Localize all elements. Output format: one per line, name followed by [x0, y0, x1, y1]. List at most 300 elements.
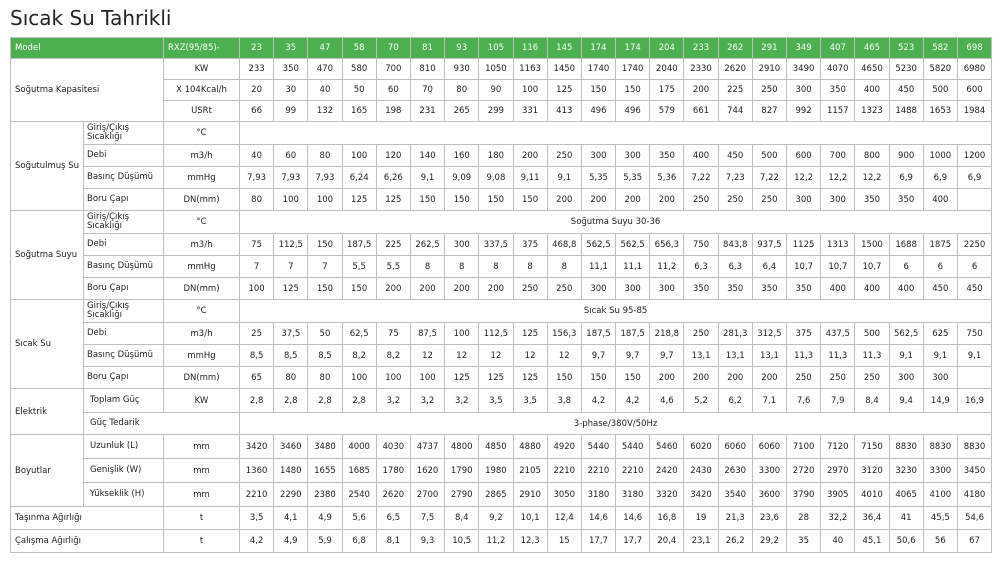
value-cell [957, 189, 991, 211]
hot-water-row [11, 323, 992, 345]
value-cell: 9,11 [513, 167, 547, 189]
value-cell: 100 [342, 145, 376, 167]
value-cell: 580 [342, 59, 376, 80]
value-cell: 12 [513, 345, 547, 367]
value-cell: 2970 [821, 459, 855, 483]
value-cell: 8,5 [240, 345, 274, 367]
value-cell: 800 [855, 145, 889, 167]
value-cell: 4070 [821, 59, 855, 80]
value-cell: 8,4 [445, 507, 479, 530]
value-cell: 2,8 [342, 389, 376, 413]
value-cell: 12 [445, 345, 479, 367]
value-cell: 930 [445, 59, 479, 80]
value-cell: 5230 [889, 59, 923, 80]
sub-label: Giriş/Çıkış Sıcaklığı [84, 122, 164, 145]
value-cell: 4,2 [616, 389, 650, 413]
value-cell: 562,5 [581, 234, 615, 256]
value-cell: 7120 [821, 435, 855, 459]
value-cell: 281,3 [718, 323, 752, 345]
model-number: 262 [718, 38, 752, 59]
value-cell: 150 [581, 367, 615, 389]
group-label-transport-weight: Taşınma Ağırlığı [11, 507, 164, 530]
value-cell: 100 [274, 189, 308, 211]
value-cell: 187,5 [342, 234, 376, 256]
sub-label: Uzunluk (L) [84, 435, 164, 459]
sub-label: Debi [84, 234, 164, 256]
value-cell: 100 [376, 367, 410, 389]
model-number: 70 [376, 38, 410, 59]
value-cell: 9,08 [479, 167, 513, 189]
value-cell: 350 [650, 145, 684, 167]
value-cell: 250 [855, 367, 889, 389]
value-cell: 5,9 [308, 530, 342, 553]
unit-cell: KW [164, 389, 240, 413]
value-cell: 2700 [410, 483, 444, 507]
value-cell: 6,26 [376, 167, 410, 189]
value-cell: 3300 [752, 459, 786, 483]
unit-cell: t [164, 530, 240, 553]
model-number: 204 [650, 38, 684, 59]
value-cell: 1980 [479, 459, 513, 483]
value-cell: 112,5 [479, 323, 513, 345]
value-cell: 350 [889, 189, 923, 211]
value-cell: 56 [923, 530, 957, 553]
value-cell: 300 [445, 234, 479, 256]
cooling-capacity-row [11, 59, 992, 80]
value-cell: 744 [718, 101, 752, 122]
unit-cell: m3/h [164, 323, 240, 345]
value-cell: 187,5 [581, 323, 615, 345]
value-cell: 1655 [308, 459, 342, 483]
dimensions-row [11, 483, 992, 507]
value-cell: 9,3 [410, 530, 444, 553]
value-cell: 100 [240, 278, 274, 300]
value-cell: 3,5 [513, 389, 547, 413]
value-cell: 1740 [616, 59, 650, 80]
value-cell: 11,1 [616, 256, 650, 278]
value-cell: 2910 [513, 483, 547, 507]
value-cell: 400 [855, 80, 889, 101]
value-cell: 9,1 [410, 167, 444, 189]
value-cell: 700 [376, 59, 410, 80]
sub-label: Giriş/Çıkış Sıcaklığı [84, 211, 164, 234]
sub-label: Toplam Güç [84, 389, 164, 413]
value-cell: 500 [923, 80, 957, 101]
rxz-label: RXZ(95/85)- [164, 38, 240, 59]
value-cell: 375 [787, 323, 821, 345]
unit-cell: m3/h [164, 234, 240, 256]
value-cell: 1488 [889, 101, 923, 122]
value-cell: 7,93 [240, 167, 274, 189]
value-cell: 400 [684, 145, 718, 167]
value-cell: 350 [752, 278, 786, 300]
value-cell: 300 [616, 145, 650, 167]
value-cell: 250 [547, 278, 581, 300]
value-cell: 337,5 [479, 234, 513, 256]
value-cell: 3540 [718, 483, 752, 507]
value-cell: 2865 [479, 483, 513, 507]
value-cell: 700 [821, 145, 855, 167]
value-cell: 120 [376, 145, 410, 167]
value-cell: 2,8 [274, 389, 308, 413]
transport-weight-row [11, 507, 992, 530]
value-cell: 231 [410, 101, 444, 122]
value-cell: 3600 [752, 483, 786, 507]
value-cell: 562,5 [616, 234, 650, 256]
value-cell: 1688 [889, 234, 923, 256]
model-number: 93 [445, 38, 479, 59]
value-cell: 250 [752, 80, 786, 101]
sub-label: Boru Çapı [84, 278, 164, 300]
value-cell: 1620 [410, 459, 444, 483]
value-cell: 5440 [581, 435, 615, 459]
unit-cell: KW [164, 59, 240, 80]
value-cell: 400 [889, 278, 923, 300]
value-cell: 9,4 [889, 389, 923, 413]
value-cell: 7,6 [787, 389, 821, 413]
value-cell: 10,7 [821, 256, 855, 278]
value-cell: 4,1 [274, 507, 308, 530]
dimensions-row [11, 435, 992, 459]
value-cell: 4,2 [581, 389, 615, 413]
value-cell: 8830 [957, 435, 991, 459]
value-cell: 200 [479, 278, 513, 300]
value-cell: 3180 [616, 483, 650, 507]
value-cell: 80 [308, 145, 342, 167]
value-cell: 16,9 [957, 389, 991, 413]
value-cell: 5,35 [616, 167, 650, 189]
sub-label: Yükseklik (H) [84, 483, 164, 507]
value-cell: 2540 [342, 483, 376, 507]
value-cell: 6,8 [342, 530, 376, 553]
group-label-cooling-water: Soğutma Suyu [11, 211, 84, 300]
value-cell: 3,5 [479, 389, 513, 413]
value-cell: 45,5 [923, 507, 957, 530]
value-cell: 132 [308, 101, 342, 122]
value-cell: 125 [376, 189, 410, 211]
value-cell: 400 [923, 189, 957, 211]
value-cell: 87,5 [410, 323, 444, 345]
electric-row [11, 389, 992, 413]
value-cell: 3,5 [240, 507, 274, 530]
page-title: Sıcak Su Tahrikli [10, 6, 172, 30]
value-cell: 937,5 [752, 234, 786, 256]
value-cell: 3120 [855, 459, 889, 483]
value-cell: 1653 [923, 101, 957, 122]
value-cell: 4737 [410, 435, 444, 459]
value-cell: 36,4 [855, 507, 889, 530]
value-cell: 25 [240, 323, 274, 345]
value-cell: 40 [308, 80, 342, 101]
value-cell: 54,6 [957, 507, 991, 530]
value-cell: 12,3 [513, 530, 547, 553]
sub-label: Basınç Düşümü [84, 256, 164, 278]
value-cell: 413 [547, 101, 581, 122]
value-cell: 450 [889, 80, 923, 101]
value-cell: 9,1 [547, 167, 581, 189]
temperature-range: Sıcak Su 95-85 [240, 300, 992, 323]
power-supply-value: 3-phase/380V/50Hz [240, 413, 992, 435]
value-cell: 3,2 [445, 389, 479, 413]
value-cell: 6,3 [718, 256, 752, 278]
group-label-cooling-capacity: Soğutma Kapasitesi [11, 59, 164, 122]
value-cell: 2210 [240, 483, 274, 507]
value-cell: 15 [547, 530, 581, 553]
value-cell: 11,1 [581, 256, 615, 278]
value-cell: 125 [445, 367, 479, 389]
value-cell: 80 [308, 367, 342, 389]
value-cell: 150 [616, 80, 650, 101]
unit-cell: mmHg [164, 167, 240, 189]
value-cell: 19 [684, 507, 718, 530]
value-cell: 2420 [650, 459, 684, 483]
value-cell: 600 [957, 80, 991, 101]
unit-cell: mmHg [164, 345, 240, 367]
value-cell: 4000 [342, 435, 376, 459]
value-cell: 3450 [957, 459, 991, 483]
chilled-water-row [11, 167, 992, 189]
value-cell: 70 [410, 80, 444, 101]
value-cell: 200 [684, 367, 718, 389]
cooling-water-row [11, 234, 992, 256]
value-cell: 1740 [581, 59, 615, 80]
value-cell: 1480 [274, 459, 308, 483]
value-cell: 496 [581, 101, 615, 122]
model-number: 349 [787, 38, 821, 59]
value-cell: 300 [889, 367, 923, 389]
value-cell: 10,1 [513, 507, 547, 530]
value-cell: 8 [479, 256, 513, 278]
value-cell: 20,4 [650, 530, 684, 553]
value-cell: 8830 [889, 435, 923, 459]
value-cell: 500 [752, 145, 786, 167]
value-cell: 3480 [308, 435, 342, 459]
value-cell: 80 [274, 367, 308, 389]
value-cell: 75 [376, 323, 410, 345]
value-cell: 250 [684, 323, 718, 345]
value-cell: 8 [547, 256, 581, 278]
value-cell: 200 [547, 189, 581, 211]
value-cell: 13,1 [752, 345, 786, 367]
value-cell: 99 [274, 101, 308, 122]
value-cell: 9,1 [889, 345, 923, 367]
value-cell: 4,6 [650, 389, 684, 413]
value-cell: 8,4 [855, 389, 889, 413]
value-cell: 2630 [718, 459, 752, 483]
value-cell: 2210 [547, 459, 581, 483]
value-cell: 2210 [581, 459, 615, 483]
value-cell: 7,93 [274, 167, 308, 189]
value-cell: 7,5 [410, 507, 444, 530]
value-cell: 2620 [376, 483, 410, 507]
value-cell: 6,24 [342, 167, 376, 189]
value-cell: 12,2 [855, 167, 889, 189]
value-cell: 1157 [821, 101, 855, 122]
value-cell: 2290 [274, 483, 308, 507]
unit-cell: °C [164, 122, 240, 145]
value-cell: 400 [821, 278, 855, 300]
value-cell: 41 [889, 507, 923, 530]
chilled-water-row [11, 145, 992, 167]
value-cell: 8 [445, 256, 479, 278]
value-cell: 4650 [855, 59, 889, 80]
value-cell: 265 [445, 101, 479, 122]
value-cell: 7,93 [308, 167, 342, 189]
value-cell: 9,09 [445, 167, 479, 189]
value-cell: 150 [410, 189, 444, 211]
chilled-water-row [11, 189, 992, 211]
value-cell: 30 [274, 80, 308, 101]
value-cell: 12 [479, 345, 513, 367]
value-cell: 300 [650, 278, 684, 300]
value-cell: 450 [718, 145, 752, 167]
value-cell: 250 [718, 189, 752, 211]
value-cell: 200 [445, 278, 479, 300]
value-cell: 150 [308, 278, 342, 300]
value-cell: 150 [547, 367, 581, 389]
model-number: 582 [923, 38, 957, 59]
value-cell: 11,3 [821, 345, 855, 367]
value-cell: 2790 [445, 483, 479, 507]
value-cell: 225 [376, 234, 410, 256]
value-cell: 1360 [240, 459, 274, 483]
model-number: 174 [581, 38, 615, 59]
value-cell: 165 [342, 101, 376, 122]
value-cell: 2105 [513, 459, 547, 483]
value-cell: 562,5 [889, 323, 923, 345]
temperature-range [240, 122, 992, 145]
value-cell: 6060 [718, 435, 752, 459]
model-number: 174 [616, 38, 650, 59]
model-number: 698 [957, 38, 991, 59]
unit-cell: DN(mm) [164, 189, 240, 211]
sub-label: Boru Çapı [84, 367, 164, 389]
value-cell: 100 [308, 189, 342, 211]
value-cell: 6980 [957, 59, 991, 80]
value-cell: 300 [581, 278, 615, 300]
value-cell: 250 [547, 145, 581, 167]
value-cell: 7150 [855, 435, 889, 459]
value-cell: 4,9 [274, 530, 308, 553]
value-cell: 9,7 [650, 345, 684, 367]
sub-label: Basınç Düşümü [84, 167, 164, 189]
model-number: 523 [889, 38, 923, 59]
value-cell: 250 [684, 189, 718, 211]
value-cell: 350 [855, 189, 889, 211]
value-cell: 8 [410, 256, 444, 278]
value-cell: 5,5 [376, 256, 410, 278]
value-cell: 200 [410, 278, 444, 300]
value-cell: 125 [274, 278, 308, 300]
value-cell: 375 [513, 234, 547, 256]
value-cell: 26,2 [718, 530, 752, 553]
hot-water-row [11, 367, 992, 389]
value-cell: 125 [513, 367, 547, 389]
value-cell: 3420 [240, 435, 274, 459]
dimensions-row [11, 459, 992, 483]
value-cell: 45,1 [855, 530, 889, 553]
value-cell: 4920 [547, 435, 581, 459]
value-cell: 200 [718, 367, 752, 389]
value-cell: 7 [308, 256, 342, 278]
value-cell: 3,2 [376, 389, 410, 413]
value-cell: 2,8 [308, 389, 342, 413]
value-cell: 1050 [479, 59, 513, 80]
value-cell: 8 [513, 256, 547, 278]
value-cell: 233 [240, 59, 274, 80]
sub-label: Genişlik (W) [84, 459, 164, 483]
value-cell: 6,4 [752, 256, 786, 278]
unit-cell: mmHg [164, 256, 240, 278]
unit-cell: t [164, 507, 240, 530]
value-cell: 1163 [513, 59, 547, 80]
group-label-electric: Elektrik [11, 389, 84, 435]
value-cell: 7 [274, 256, 308, 278]
value-cell: 7,22 [752, 167, 786, 189]
value-cell: 810 [410, 59, 444, 80]
value-cell: 200 [752, 367, 786, 389]
value-cell: 11,3 [787, 345, 821, 367]
value-cell: 180 [479, 145, 513, 167]
model-number: 23 [240, 38, 274, 59]
value-cell: 600 [787, 145, 821, 167]
value-cell: 40 [240, 145, 274, 167]
unit-cell: m3/h [164, 145, 240, 167]
unit-cell: mm [164, 483, 240, 507]
value-cell: 90 [479, 80, 513, 101]
value-cell: 10,5 [445, 530, 479, 553]
value-cell: 750 [684, 234, 718, 256]
value-cell: 6,5 [376, 507, 410, 530]
value-cell: 150 [479, 189, 513, 211]
spec-table [10, 37, 992, 553]
value-cell: 3,8 [547, 389, 581, 413]
value-cell: 11,3 [855, 345, 889, 367]
value-cell: 37,5 [274, 323, 308, 345]
unit-cell: mm [164, 459, 240, 483]
sub-label: Debi [84, 323, 164, 345]
value-cell: 6060 [752, 435, 786, 459]
value-cell: 299 [479, 101, 513, 122]
value-cell: 1875 [923, 234, 957, 256]
value-cell: 17,7 [581, 530, 615, 553]
value-cell: 11,2 [479, 530, 513, 553]
value-cell: 7,22 [684, 167, 718, 189]
value-cell: 4100 [923, 483, 957, 507]
value-cell: 300 [581, 145, 615, 167]
value-cell: 160 [445, 145, 479, 167]
value-cell: 350 [718, 278, 752, 300]
value-cell: 450 [923, 278, 957, 300]
value-cell: 1125 [787, 234, 821, 256]
value-cell: 3490 [787, 59, 821, 80]
value-cell: 6020 [684, 435, 718, 459]
cooling-water-row [11, 278, 992, 300]
sub-label: Boru Çapı [84, 189, 164, 211]
value-cell: 13,1 [718, 345, 752, 367]
value-cell: 150 [581, 80, 615, 101]
value-cell: 150 [308, 234, 342, 256]
value-cell: 6,9 [923, 167, 957, 189]
temperature-range: Soğutma Suyu 30-36 [240, 211, 992, 234]
unit-cell: DN(mm) [164, 278, 240, 300]
value-cell: 50 [308, 323, 342, 345]
hot-water-row [11, 345, 992, 367]
value-cell: 625 [923, 323, 957, 345]
cooling-water-row [11, 211, 992, 234]
value-cell: 3905 [821, 483, 855, 507]
value-cell: 80 [445, 80, 479, 101]
